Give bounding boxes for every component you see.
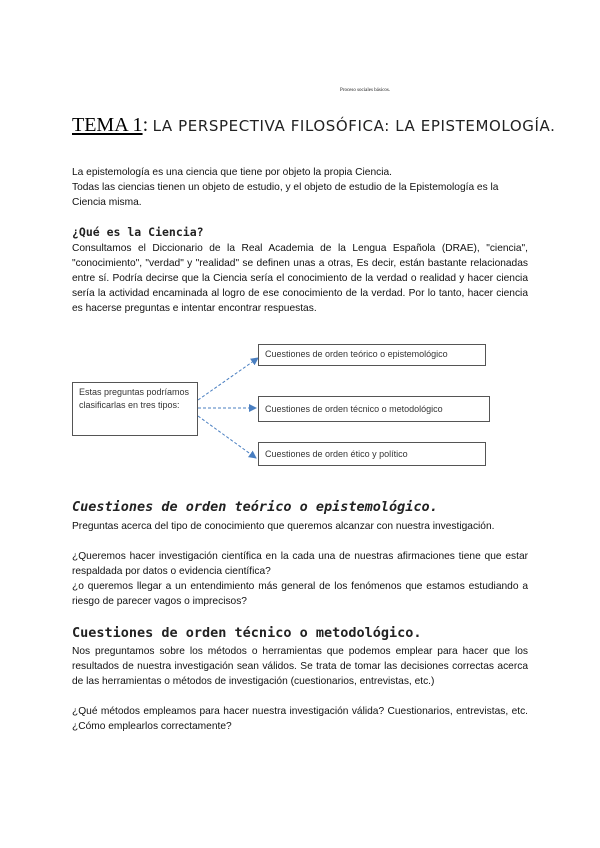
page-title — [72, 114, 555, 137]
tecnico-paragraph-1: Nos preguntamos sobre los métodos o herramientas que podemos emplear para hacer que los resultados de nuestra investigación sean válidos. Se trata de tomar las decisiones correctas acerca de las herramientas o métodos de investigación (cuestionarios, entrevistas, etc.) — [72, 646, 528, 687]
tecnico-paragraph-2: ¿Qué métodos empleamos para hacer nuestra investigación válida? Cuestionarios, entrevistas, etc. ¿Cómo emplearlos correctamente? — [72, 706, 528, 732]
title-colon: : — [142, 114, 149, 136]
header-note: Proceso sociales básicos. — [340, 88, 391, 93]
arrow-to-teorico — [198, 358, 258, 400]
teorico-paragraph-3: ¿o queremos llegar a un entendimiento más general de los fenómenos que estamos estudiando a riesgo de parecer vagos o imprecisos? — [72, 581, 528, 607]
intro-line-2: Todas las ciencias tienen un objeto de estudio, y el objeto de estudio de la Epistemología es la Ciencia misma. — [72, 182, 499, 208]
title-subject: LA PERSPECTIVA FILOSÓFICA: LA EPISTEMOLOGÍA. — [152, 117, 556, 135]
intro-paragraph — [72, 165, 528, 210]
intro-line-1: La epistemología es una ciencia que tiene por objeto la propia Ciencia. — [72, 167, 392, 178]
diagram-source-box: Estas preguntas podríamos clasificarlas en tres tipos: — [72, 382, 198, 436]
ciencia-paragraph: Consultamos el Diccionario de la Real Academia de la Lengua Española (DRAE), "ciencia", "conocimiento", "verdad" y "realidad" se definen unas a otras, Es decir, están bastante relacionadas entre sí. Podría decirse que la Ciencia sería el conocimiento de la verdad o realidad y hacer ciencia sería la actividad encaminada al logro de ese conocimiento de la verdad. Por lo tanto, hacer ciencia es hacerse preguntas e intentar encontrar respuestas. — [72, 243, 528, 314]
title-tema: TEMA 1 — [72, 114, 143, 136]
teorico-paragraph-2: ¿Queremos hacer investigación científica en la cada una de nuestras afirmaciones tiene que estar respaldada por datos o evidencia científica? — [72, 551, 528, 577]
heading-orden-tecnico: Cuestiones de orden técnico o metodológico. — [72, 625, 422, 641]
arrow-to-etico — [198, 416, 256, 458]
heading-que-es-ciencia: ¿Qué es la Ciencia? — [72, 225, 204, 239]
heading-orden-teorico: Cuestiones de orden teórico o epistemológico. — [72, 499, 438, 515]
diagram-box-etico: Cuestiones de orden ético y político — [258, 442, 486, 466]
teorico-paragraph-1: Preguntas acerca del tipo de conocimiento que queremos alcanzar con nuestra investigación. — [72, 521, 495, 532]
diagram-box-teorico: Cuestiones de orden teórico o epistemológico — [258, 344, 486, 366]
diagram-box-tecnico: Cuestiones de orden técnico o metodológico — [258, 396, 490, 422]
classification-diagram — [72, 340, 532, 470]
